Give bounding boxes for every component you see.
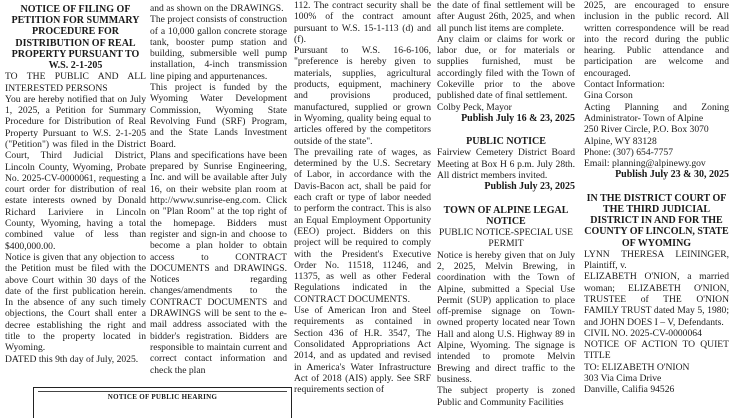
notice-paragraph: Alpine, WY 83128	[584, 135, 657, 147]
notice-petition-summary-procedure-column	[5, 4, 146, 365]
notice-paragraph: 250 River Circle, P.O. Box 3070	[584, 124, 709, 136]
notice-paragraph: Phone: (307) 654-7757	[584, 146, 673, 158]
notice-heading: IN THE DISTRICT COURT OF THE THIRD JUDICIAL DISTRICT IN AND FOR THE COUNTY OF LINCOLN, STATE OF WYOMING	[584, 192, 729, 249]
notice-heading: NOTICE OF FILING OF PETITION FOR SUMMARY PROCEDURE FOR DISTRIBUTION OF REAL PROPERTY PURSUANT TO W.S. 2-1-205	[11, 4, 140, 72]
notices-alpine-district-court-column	[584, 0, 729, 396]
notice-paragraph: Colby Peck, Mayor	[437, 101, 512, 113]
notice-paragraph: the date of final settlement will be after August 26th, 2025, and when all punch list items are complete.	[437, 0, 575, 34]
notices-cokeville-fairview-alpine-column	[437, 0, 575, 408]
notice-paragraph: Gina Corson	[584, 90, 633, 102]
publish-date: Publish July 23 & 30, 2025	[615, 169, 729, 181]
notice-paragraph: Any claim or claims for work or labor due, or for materials or supplies furnished, must be accordingly filed with the Town of Cokeville prior to the above published date of final settlement.	[437, 33, 575, 102]
notice-paragraph: Use of American Iron and Steel requirements as contained in Section 436 of H.R. 3547, The Consolidated Appropriations Act 2014, and as updated and revised in America's Water Infrastructure Act of 2018 (AIS) apply. See SRF requirements section of	[294, 305, 431, 396]
notice-heading: TOWN OF ALPINE LEGAL NOTICE	[443, 204, 569, 227]
notice-paragraph: TO THE PUBLIC AND ALL INTERESTED PERSONS	[5, 71, 146, 94]
public-hearing-title: NOTICE OF PUBLIC HEARING	[107, 393, 218, 401]
notice-paragraph: Acting Planning and Zoning Administrator- Town of Alpine	[584, 101, 729, 124]
notice-paragraph: Pursuant to W.S. 16-6-106, "preference is hereby given to materials, supplies, agricultural products, equipment, machinery and provisions produced, manufactured, supplied or grown in Wyoming, quality being equal to articles offered by the competitors outside of the state".	[294, 45, 431, 147]
notice-project-bid-column	[150, 3, 287, 376]
notice-paragraph: Notice is given that any objection to the Petition must be filed with the above Court within 30 days of the date of the first publication herein. In the absence of any such timely objections, the Court shall enter a decree establishing the right and title to the property located in Wyoming.	[5, 251, 146, 354]
notice-paragraph: TO: ELIZABETH O'NION	[584, 361, 690, 373]
notice-paragraph: LYNN THERESA LEININGER, Plaintiff, v.	[584, 248, 729, 272]
notice-paragraph: and as shown on the DRAWINGS.	[150, 3, 284, 14]
notice-paragraph: Notice is hereby given that on July 2, 2025, Melvin Brewing, in coordination with the Town of Alpine, submitted a Special Use Permit (SUP) application to place off-premise signage on Town-owned property located near Town Hall and along U.S. Highway 89 in Alpine, Wyoming. The signage is intended to promote Melvin Brewing and direct traffic to the business.	[437, 249, 575, 385]
notice-paragraph: Email: planning@alpinewy.gov	[584, 158, 706, 170]
publish-date: Publish July 23, 2025	[484, 181, 575, 193]
notice-paragraph: Danville, Califia 94526	[584, 384, 675, 396]
notice-paragraph: 2025, are encouraged to ensure inclusion in the public record. All written correspondence will be read into the record during the public hearing. Public attendance and participation are welcome and encouraged.	[584, 0, 729, 79]
public-hearing-notice-box	[33, 387, 292, 418]
notice-paragraph: Fairview Cemetery District Board Meeting at Box H 6 p.m. July 28th. All district members invited.	[437, 147, 575, 182]
notice-subheading: PUBLIC NOTICE-SPECIAL USE PERMIT	[439, 227, 573, 250]
notice-heading: PUBLIC NOTICE	[466, 136, 546, 148]
notice-paragraph: 112. The contract security shall be 100% of the contract amount pursuant to W.S. 15-1-113 (d) and (f).	[294, 0, 431, 45]
notice-paragraph: Plans and specifications have been prepared by Sunrise Engineering, Inc. and will be available after July 16, on their website plan room at http://www.sunrise-eng.com. Click on "Plan Room" at the top right of the homepage. Bidders must register and sign-in and choose to become a plan holder to obtain access to CONTRACT DOCUMENTS and DRAWINGS. Notices regarding changes/amendments to the CONTRACT DOCUMENTS and DRAWINGS will be sent to the e-mail address associated with the bidder's registration. Bidders are responsible to maintain current and correct contact information and check the plan	[150, 149, 287, 376]
notice-paragraph: The prevailing rate of wages, as determined by the U.S. Secretary of Labor, in accordance with the Davis-Bacon act, shall be paid for each craft or type of labor needed to perform the contract. This is also an Equal Employment Opportunity (EEO) project. Bidders on this project will be required to comply with the President's Executive Order No. 11518, 11246, and 11375, as well as other Federal Regulations indicated in the CONTRACT DOCUMENTS.	[294, 146, 431, 305]
notice-paragraph: 303 Via Cima Drive	[584, 373, 662, 385]
notice-paragraph: The subject property is zoned Public and Community Facilities	[437, 385, 575, 408]
notice-paragraph: DATED this 9th day of July, 2025.	[5, 353, 139, 365]
notice-contract-requirements-column	[294, 0, 431, 395]
notice-paragraph: ELIZABETH O'NION, a married woman; ELIZABETH O'NION, TRUSTEE of THE O'NION FAMILY TRUST dated May 5, 1980; and JOHN DOES I – V, Defendants.	[584, 271, 729, 328]
notice-paragraph: Contact Information:	[584, 79, 665, 91]
notice-paragraph: NOTICE OF ACTION TO QUIET TITLE	[584, 339, 729, 362]
notice-paragraph: CIVIL NO. 2025-CV-0000064	[584, 327, 702, 339]
box-rule	[38, 391, 287, 392]
notice-paragraph: The project consists of construction of a 10,000 gallon concrete storage tank, booster pump station and building, submersible well pump installation, 4-inch transmission line piping and appurtenances.	[150, 14, 287, 82]
notice-paragraph: You are hereby notified that on July 1, 2025, a Petition for Summary Procedure for Distribution of Real Property Pursuant to W.S. 2-1-205 ("Petition") was filed in the District Court, Third Judicial District, Lincoln County, Wyoming, Probate No. 2025-CV-0000061, requesting a court order for distribution of real estate interests owned by Donald Richard Lariviere in Lincoln County, Wyoming, having a total combined value of less than $400,000.00.	[5, 93, 146, 252]
notice-paragraph: This project is funded by the Wyoming Water Development Commission, Wyoming State Revolving Fund (SRF) Program, and the State Lands Investment Board.	[150, 82, 287, 150]
publish-date: Publish July 16 & 23, 2025	[461, 112, 575, 124]
